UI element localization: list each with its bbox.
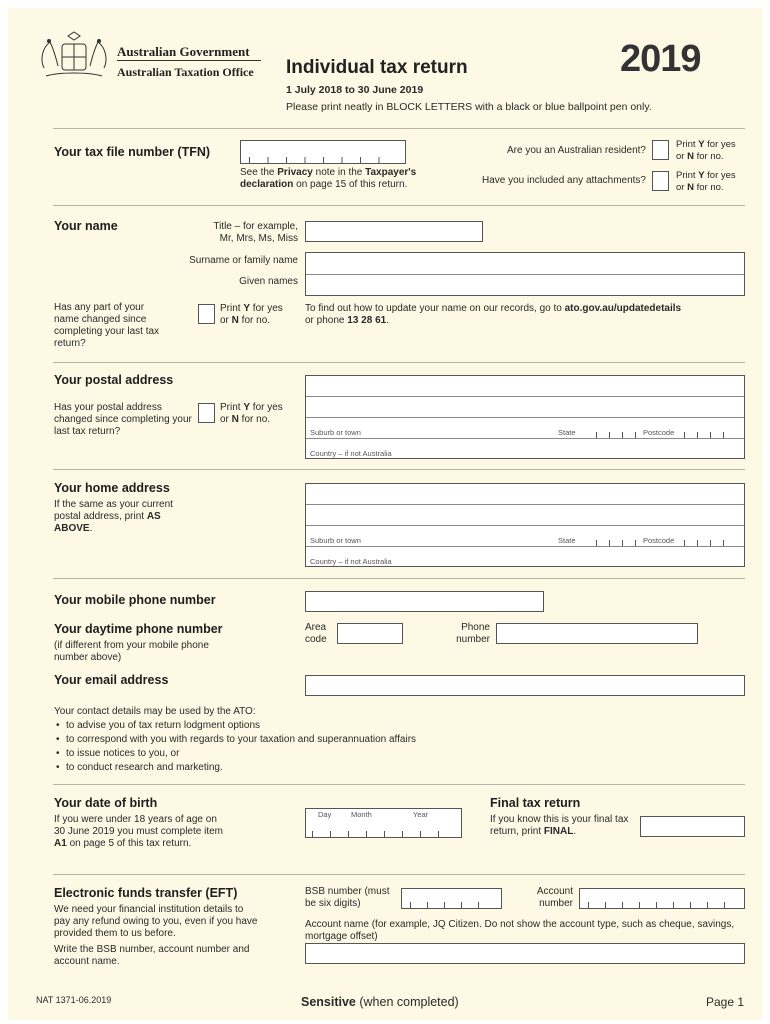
eft-heading: Electronic funds transfer (EFT) <box>54 886 238 900</box>
home-suburb-label: Suburb or town <box>310 536 361 545</box>
year: 2019 <box>620 38 701 80</box>
postal-changed-question: Has your postal address changed since completing your last tax return? <box>54 402 192 437</box>
postal-heading: Your postal address <box>54 373 174 387</box>
tfn-privacy-note: See the Privacy note in the Taxpayer's declaration on page 15 of this return. <box>240 167 417 190</box>
update-name-note: To find out how to update your name on our records, go to ato.gov.au/updatedetails or phone 13 28 61. <box>305 303 682 326</box>
eft-note-2: Write the BSB number, account number and account name. <box>54 944 250 967</box>
name-changed-checkbox[interactable] <box>198 304 215 324</box>
phone-number-input[interactable] <box>496 623 698 644</box>
gov-line-2: Australian Taxation Office <box>117 65 254 79</box>
dob-heading: Your date of birth <box>54 796 158 810</box>
final-input[interactable] <box>640 816 745 837</box>
sensitive-label: Sensitive (when completed) <box>301 995 459 1009</box>
bsb-label: BSB number (must be six digits) <box>305 886 390 909</box>
divider <box>53 205 745 206</box>
account-number-label: Account number <box>536 886 573 909</box>
attachments-question: Have you included any attachments? <box>482 175 646 186</box>
home-postcode-label: Postcode <box>643 536 675 545</box>
gov-line-1: Australian Government <box>117 44 250 59</box>
home-heading: Your home address <box>54 481 170 495</box>
instructions: Please print neatly in BLOCK LETTERS with a black or blue ballpoint pen only. <box>286 101 652 113</box>
form-page <box>8 8 762 1020</box>
name-changed-question: Has any part of your name changed since completing your last tax return? <box>54 302 160 349</box>
given-names-label: Given names <box>239 276 298 287</box>
attachments-yn-hint: Print Y for yes or N for no. <box>676 170 736 193</box>
area-code-input[interactable] <box>337 623 403 644</box>
contact-usage-item: • to conduct research and marketing. <box>66 761 554 775</box>
header-divider <box>117 60 261 61</box>
name-changed-yn-hint: Print Y for yes or N for no. <box>220 303 283 326</box>
final-heading: Final tax return <box>490 796 581 810</box>
postal-country-label: Country – if not Australia <box>310 449 392 458</box>
daytime-note: (if different from your mobile phone number above) <box>54 640 209 663</box>
title-label: Title – for example, Mr, Mrs, Ms, Miss <box>213 221 298 244</box>
area-code-label: Area code <box>305 622 327 645</box>
dob-month-label: Month <box>351 810 372 819</box>
divider <box>53 874 745 875</box>
eft-note-1: We need your financial institution details to pay any refund owing to you, even if you have provided them to us before. <box>54 904 258 939</box>
home-state-label: State <box>558 536 576 545</box>
surname-label: Surname or family name <box>189 255 298 266</box>
page-number: Page 1 <box>706 995 745 1009</box>
tfn-heading: Your tax file number (TFN) <box>54 145 211 159</box>
tfn-input[interactable] <box>240 140 406 164</box>
final-note: If you know this is your final tax return, print FINAL. <box>490 814 629 837</box>
dob-note: If you were under 18 years of age on 30 June 2019 you must complete item A1 on page 5 of this tax return. <box>54 814 223 849</box>
postal-address-inputs[interactable] <box>305 375 745 459</box>
coat-of-arms-icon <box>36 30 112 82</box>
home-address-inputs[interactable] <box>305 483 745 567</box>
mobile-input[interactable] <box>305 591 544 612</box>
home-country-label: Country – if not Australia <box>310 557 392 566</box>
resident-question: Are you an Australian resident? <box>507 145 646 156</box>
postal-suburb-label: Suburb or town <box>310 428 361 437</box>
mobile-heading: Your mobile phone number <box>54 593 216 607</box>
phone-number-label: Phone number <box>456 622 490 645</box>
account-name-label: Account name (for example, JQ Citizen. Do not show the account type, such as cheque, savings, mortgage offset) <box>305 919 735 942</box>
postal-changed-checkbox[interactable] <box>198 403 215 423</box>
email-heading: Your email address <box>54 673 169 687</box>
bsb-input[interactable] <box>401 888 502 909</box>
resident-yn-hint: Print Y for yes or N for no. <box>676 139 736 162</box>
title-input[interactable] <box>305 221 483 242</box>
nat-code: NAT 1371-06.2019 <box>36 995 112 1005</box>
divider <box>53 578 745 579</box>
contact-usage-item: • to issue notices to you, or <box>66 747 554 761</box>
dob-day-label: Day <box>318 810 332 819</box>
divider <box>53 128 745 129</box>
period: 1 July 2018 to 30 June 2019 <box>286 84 424 96</box>
home-note: If the same as your current postal address, print AS ABOVE. <box>54 499 173 534</box>
page-title: Individual tax return <box>286 57 468 78</box>
email-input[interactable] <box>305 675 745 696</box>
daytime-heading: Your daytime phone number <box>54 622 223 636</box>
name-heading: Your name <box>54 219 118 233</box>
divider <box>53 362 745 363</box>
dob-input[interactable] <box>305 808 462 838</box>
postal-postcode-label: Postcode <box>643 428 675 437</box>
contact-usage: Your contact details may be used by the ATO: • to advise you of tax return lodgment options • to correspond with you with regards to your taxation and superannuation affairs • to issue notices to you, or • to conduct research and marketing. <box>54 705 554 775</box>
divider <box>53 469 745 470</box>
account-number-input[interactable] <box>579 888 745 909</box>
resident-checkbox[interactable] <box>652 140 669 160</box>
divider <box>53 784 745 785</box>
name-inputs[interactable] <box>305 252 745 296</box>
postal-changed-yn-hint: Print Y for yes or N for no. <box>220 402 283 425</box>
postal-state-label: State <box>558 428 576 437</box>
attachments-checkbox[interactable] <box>652 171 669 191</box>
account-name-input[interactable] <box>305 943 745 964</box>
contact-usage-item: • to correspond with you with regards to your taxation and superannuation affairs <box>66 733 554 747</box>
dob-year-label: Year <box>413 810 429 819</box>
contact-usage-item: • to advise you of tax return lodgment options <box>66 719 554 733</box>
